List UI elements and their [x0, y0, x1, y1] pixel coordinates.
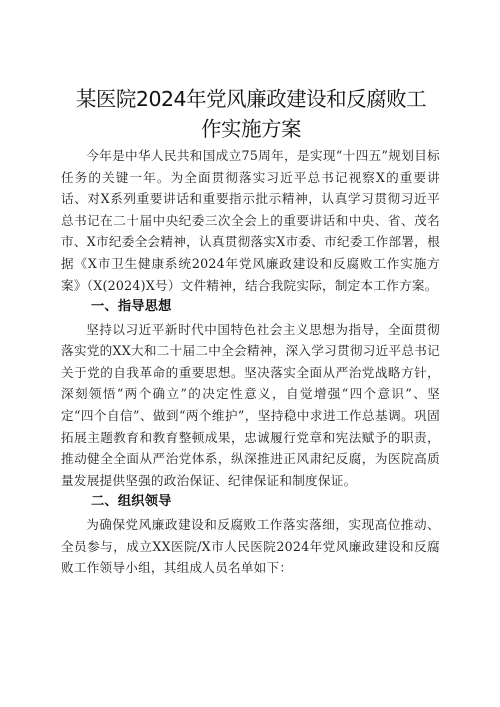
- intro-paragraph: 今年是中华人民共和国成立75周年，是实现“十四五”规划目标任务的关键一年。为全面贯彻落实习近平总书记视察X的重要讲话、对X系列重要讲话和重要指示批示精神，认真学习贯彻习近平总书记在二十届中央纪委三次全会上的重要讲话和中央、省、茂名市、X市纪委全会精神，认真贯彻落实X市委、市纪委工作部署，根据《X市卫生健康系统2024年党风廉政建设和反腐败工作实施方案》（X(2024)X号）文件精神，结合我院实际，制定本工作方案。: [61, 148, 440, 293]
- document-body: [61, 145, 440, 579]
- section-heading-guiding-ideology: 一、指导思想: [91, 299, 172, 315]
- organization-leadership-paragraph: 为确保党风廉政建设和反腐败工作落实落细，实现高位推动、全员参与，成立XX医院/X市人民医院2024年党风廉政建设和反腐败工作领导小组，其组成人员名单如下：: [61, 516, 440, 576]
- guiding-ideology-paragraph: 坚持以习近平新时代中国特色社会主义思想为指导，全面贯彻落实党的XX大和二十届二中全会精神，深入学习贯彻习近平总书记关于党的自我革命的重要思想。坚决落实全面从严治党战略方针，深刻领悟“两个确立”的决定性意义，自觉增强“四个意识”、坚定“四个自信”、做到“两个维护”，坚持稳中求进工作总基调。巩固拓展主题教育和教育整顿成果，忠诚履行党章和宪法赋予的职责，推动健全全面从严治党体系，纵深推进正风肃纪反腐，为医院高质量发展提供坚强的政治保证、纪律保证和制度保证。: [61, 321, 440, 488]
- section-heading-organization-leadership: 二、组织领导: [91, 494, 172, 510]
- document-title: 某医院2024年党风廉政建设和反腐败工作实施方案: [75, 87, 427, 141]
